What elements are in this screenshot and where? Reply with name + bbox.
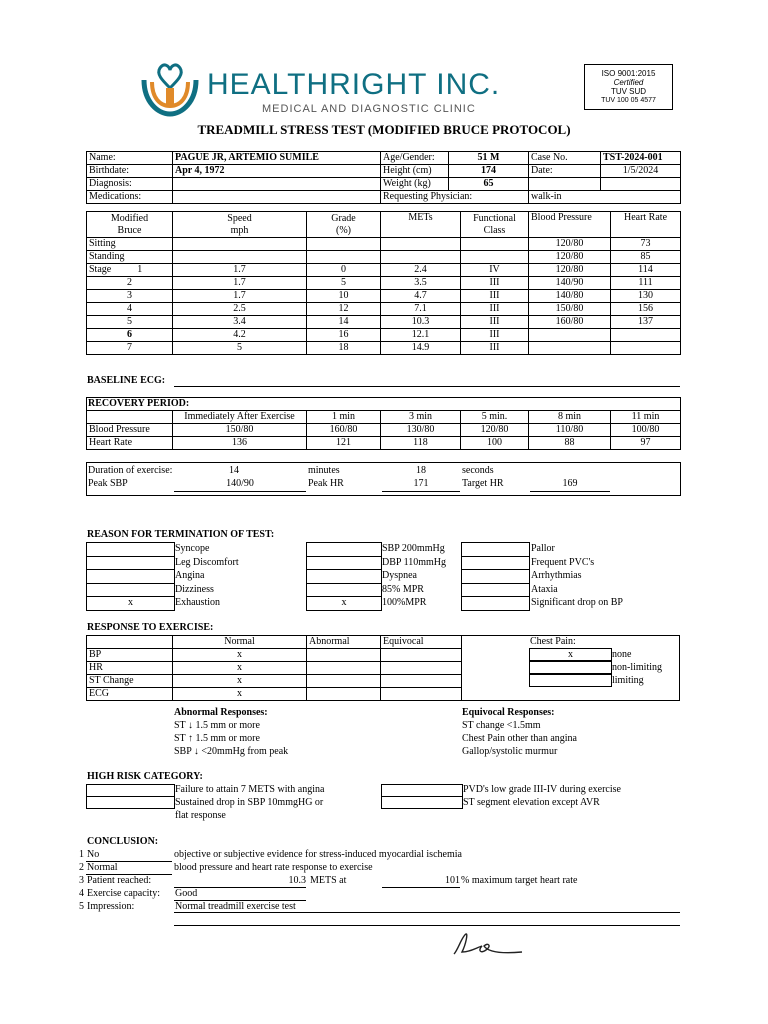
stage-grade <box>307 238 381 251</box>
stage-grade <box>307 251 381 264</box>
check-mark: x <box>568 649 573 660</box>
cert-line: Certified <box>613 78 644 87</box>
stage-fc: III <box>461 329 529 342</box>
brand-subtitle: MEDICAL AND DIAGNOSTIC CLINIC <box>262 103 476 115</box>
stage-bp: 150/80 <box>529 303 611 316</box>
conclusion-num: 4 <box>79 888 84 899</box>
mets-label: METS at <box>310 875 347 886</box>
termination-title: REASON FOR TERMINATION OF TEST: <box>87 529 275 540</box>
cell: 121 <box>307 437 381 450</box>
high-risk-check[interactable] <box>86 796 175 809</box>
stage-hr: 114 <box>611 264 681 277</box>
stage-number: 1 <box>137 264 143 275</box>
response-header: Abnormal <box>307 636 381 649</box>
col-header: METs <box>381 212 461 238</box>
table-row <box>87 251 681 264</box>
col-header: Grade (%) <box>307 212 381 238</box>
cell: 160/80 <box>307 424 381 437</box>
stage-mets <box>381 251 461 264</box>
stage-name: Standing <box>89 251 125 262</box>
conclusion-value: Normal <box>87 862 118 873</box>
stage-bp: 160/80 <box>529 316 611 329</box>
heart-hands-icon <box>138 58 202 118</box>
underline <box>382 887 460 888</box>
physician-signature <box>448 930 528 960</box>
recovery-table <box>86 410 681 450</box>
equivocal-title: Equivocal Responses: <box>462 707 555 718</box>
table-row <box>87 290 681 303</box>
test-date: 1/5/2024 <box>601 165 681 178</box>
stage-fc: III <box>461 290 529 303</box>
response-label: ECG <box>87 688 173 701</box>
physician-label: Requesting Physician: <box>381 191 529 204</box>
minutes-label: minutes <box>308 465 340 476</box>
stage-number: 2 <box>127 277 132 288</box>
stage-fc <box>461 251 529 264</box>
abnormal-item: SBP ↓ <20mmHg from peak <box>174 746 289 757</box>
stage-mets: 12.1 <box>381 329 461 342</box>
recovery-header: 8 min <box>529 411 611 424</box>
normal-mark[interactable]: x <box>173 675 307 688</box>
conclusion-label: Exercise capacity: <box>87 888 161 899</box>
stage-number: 7 <box>127 342 132 353</box>
weight-label: Weight (kg) <box>381 178 449 191</box>
cell: 118 <box>381 437 461 450</box>
abnormal-title: Abnormal Responses: <box>174 707 268 718</box>
cert-line: ISO 9001:2015 <box>601 69 656 78</box>
normal-mark[interactable]: x <box>173 688 307 701</box>
impression-value: Normal treadmill exercise test <box>175 901 296 912</box>
duration-label: Duration of exercise: <box>88 465 173 476</box>
stage-mets: 4.7 <box>381 290 461 303</box>
stage-mets: 7.1 <box>381 303 461 316</box>
stage-label <box>87 251 173 264</box>
termination-checkbox[interactable] <box>461 569 530 584</box>
cell: 150/80 <box>173 424 307 437</box>
underline <box>174 912 680 913</box>
col-header: Blood Pressure <box>529 212 611 238</box>
equivocal-item: Gallop/systolic murmur <box>462 746 558 757</box>
stage-speed: 1.7 <box>173 264 307 277</box>
stage-hr: 156 <box>611 303 681 316</box>
cell: 100/80 <box>611 424 681 437</box>
termination-checkbox[interactable] <box>86 556 175 571</box>
row-label: Blood Pressure <box>87 424 173 437</box>
stage-label <box>87 329 173 342</box>
birthdate: Apr 4, 1972 <box>173 165 381 178</box>
col-header: Functional Class <box>461 212 529 238</box>
termination-checkbox[interactable] <box>86 583 175 598</box>
conclusion-num: 2 <box>79 862 84 873</box>
conclusion-num: 5 <box>79 901 84 912</box>
col-header: Speed mph <box>173 212 307 238</box>
conclusion-title: CONCLUSION: <box>87 836 159 847</box>
cell: 130/80 <box>381 424 461 437</box>
termination-checkbox[interactable] <box>306 596 382 611</box>
col-header: Heart Rate <box>611 212 681 238</box>
baseline-ecg-label: BASELINE ECG: <box>87 375 166 386</box>
patient-age: 51 M <box>449 152 529 165</box>
stage-bp: 120/80 <box>529 238 611 251</box>
logo-mark <box>138 58 202 118</box>
stage-speed: 4.2 <box>173 329 307 342</box>
termination-reason: Pallor <box>531 543 555 554</box>
high-risk-item: flat response <box>175 810 226 821</box>
cell: 120/80 <box>461 424 529 437</box>
termination-reason: 100%MPR <box>382 597 427 609</box>
recovery-header: 3 min <box>381 411 461 424</box>
stage-label <box>87 290 173 303</box>
stage-grade: 5 <box>307 277 381 290</box>
conclusion-num: 3 <box>79 875 84 886</box>
exercise-capacity: Good <box>175 888 198 899</box>
col-header: Modified Bruce <box>87 212 173 238</box>
chest-pain-label: Chest Pain: <box>530 636 576 647</box>
page-title: TREADMILL STRESS TEST (MODIFIED BRUCE PROTOCOL) <box>197 122 571 137</box>
table-row <box>87 342 681 355</box>
conclusion-num: 1 <box>79 849 84 860</box>
termination-reason: Angina <box>175 570 205 582</box>
stage-speed: 1.7 <box>173 277 307 290</box>
stage-name: Stage <box>89 264 112 275</box>
equivocal-item: Chest Pain other than angina <box>462 733 577 744</box>
stage-bp <box>529 329 611 342</box>
table-row <box>87 316 681 329</box>
cell: 100 <box>461 437 529 450</box>
conclusion-text: blood pressure and heart rate response to exercise <box>174 862 373 873</box>
peak-sbp-label: Peak SBP <box>88 478 128 489</box>
stage-hr: 137 <box>611 316 681 329</box>
check-mark: x <box>128 597 133 609</box>
stage-grade: 14 <box>307 316 381 329</box>
cell: 136 <box>173 437 307 450</box>
abnormal-mark[interactable] <box>307 688 381 701</box>
stage-label <box>87 342 173 355</box>
termination-reason: Arrhythmias <box>531 570 582 582</box>
recovery-header: Immediately After Exercise <box>173 411 307 424</box>
stage-hr: 73 <box>611 238 681 251</box>
table-row <box>87 437 681 450</box>
table-row <box>87 264 681 277</box>
conclusion-text: objective or subjective evidence for stress-induced myocardial ischemia <box>174 849 462 860</box>
response-label: BP <box>87 649 173 662</box>
abnormal-item: ST ↓ 1.5 mm or more <box>174 720 260 731</box>
termination-reason: Ataxia <box>531 583 558 595</box>
underline <box>382 491 460 492</box>
weight-value: 65 <box>449 178 529 191</box>
stage-speed: 3.4 <box>173 316 307 329</box>
signature-icon <box>448 930 528 960</box>
cert-line: TUV 100 05 4577 <box>601 97 656 104</box>
abnormal-item: ST ↑ 1.5 mm or more <box>174 733 260 744</box>
termination-reason: SBP 200mmHg <box>382 543 445 554</box>
recovery-title: RECOVERY PERIOD: <box>88 398 190 409</box>
table-row <box>87 688 462 701</box>
table-row <box>87 424 681 437</box>
duration-seconds: 18 <box>416 465 426 476</box>
chest-pain-checkbox[interactable] <box>529 661 612 674</box>
termination-checkbox[interactable] <box>306 569 382 584</box>
stage-speed <box>173 251 307 264</box>
duration-minutes: 14 <box>229 465 239 476</box>
termination-checkbox[interactable] <box>306 583 382 598</box>
target-hr-label: Target HR <box>462 478 504 489</box>
termination-reason: Dyspnea <box>382 570 417 582</box>
stage-label <box>87 316 173 329</box>
abnormal-mark[interactable] <box>307 649 381 662</box>
stage-number: 4 <box>127 303 132 314</box>
baseline-ecg-line <box>174 386 680 387</box>
medications-label: Medications: <box>87 191 173 204</box>
termination-checkbox[interactable] <box>306 542 382 557</box>
table-row <box>87 238 681 251</box>
stage-fc: III <box>461 316 529 329</box>
birth-label: Birthdate: <box>87 165 173 178</box>
stage-label <box>87 303 173 316</box>
termination-reason: Dizziness <box>175 583 214 595</box>
stage-mets: 2.4 <box>381 264 461 277</box>
termination-checkbox[interactable] <box>86 596 175 611</box>
stage-hr: 85 <box>611 251 681 264</box>
target-hr-value: 169 <box>562 478 578 489</box>
termination-reason: DBP 110mmHg <box>382 556 446 568</box>
height-label: Height (cm) <box>381 165 449 178</box>
table-row <box>87 649 462 662</box>
termination-reason: Frequent PVC's <box>531 556 595 568</box>
case-label: Case No. <box>529 152 601 165</box>
stage-number: 6 <box>127 329 132 340</box>
table-row <box>87 303 681 316</box>
mets-reached: 10.3 <box>288 875 306 886</box>
recovery-header: 11 min <box>611 411 681 424</box>
conclusion-value: No <box>87 849 100 860</box>
cell: 97 <box>611 437 681 450</box>
abnormal-mark[interactable] <box>307 662 381 675</box>
equivocal-mark[interactable] <box>381 649 462 662</box>
stage-bp: 140/80 <box>529 290 611 303</box>
table-row <box>87 662 462 675</box>
equivocal-mark[interactable] <box>381 675 462 688</box>
response-table <box>86 635 462 701</box>
check-mark: x <box>341 597 347 609</box>
response-label: ST Change <box>87 675 173 688</box>
stage-hr <box>611 342 681 355</box>
normal-mark[interactable]: x <box>173 649 307 662</box>
termination-checkbox[interactable] <box>461 583 530 598</box>
chest-pain-option: none <box>612 649 632 660</box>
name-label: Name: <box>87 152 173 165</box>
underline <box>530 491 610 492</box>
high-risk-item: Sustained drop in SBP 10mmgHG or <box>175 797 324 808</box>
stage-speed: 1.7 <box>173 290 307 303</box>
conclusion-label: Patient reached: <box>87 875 152 886</box>
termination-checkbox[interactable] <box>86 569 175 584</box>
equivocal-mark[interactable] <box>381 688 462 701</box>
stage-speed <box>173 238 307 251</box>
stage-fc: III <box>461 277 529 290</box>
stage-label <box>87 264 173 277</box>
termination-checkbox[interactable] <box>306 556 382 571</box>
stage-bp: 120/80 <box>529 264 611 277</box>
response-title: RESPONSE TO EXERCISE: <box>87 622 214 633</box>
row-label: Heart Rate <box>87 437 173 450</box>
equivocal-item: ST change <1.5mm <box>462 720 541 731</box>
height-value: 174 <box>449 165 529 178</box>
stage-grade: 16 <box>307 329 381 342</box>
chest-pain-checkbox[interactable] <box>529 674 612 687</box>
stage-mets <box>381 238 461 251</box>
high-risk-title: HIGH RISK CATEGORY: <box>87 771 203 782</box>
response-header: Normal <box>173 636 307 649</box>
patient-info-table <box>86 151 681 204</box>
termination-reason: Leg Discomfort <box>175 556 239 568</box>
diagnosis-label: Diagnosis: <box>87 178 173 191</box>
stage-fc: III <box>461 342 529 355</box>
stage-name: Sitting <box>89 238 116 249</box>
table-row <box>87 277 681 290</box>
stage-bp: 120/80 <box>529 251 611 264</box>
table-row <box>87 329 681 342</box>
stage-fc: IV <box>461 264 529 277</box>
stage-bp <box>529 342 611 355</box>
peak-hr-label: Peak HR <box>308 478 344 489</box>
brand-name: HEALTHRIGHT INC. <box>207 68 501 101</box>
termination-checkbox[interactable] <box>461 556 530 571</box>
stage-number: 5 <box>127 316 132 327</box>
response-label: HR <box>87 662 173 675</box>
chest-pain-option: non-limiting <box>612 662 662 673</box>
peak-sbp-value: 140/90 <box>226 478 254 489</box>
stage-speed: 2.5 <box>173 303 307 316</box>
table-row <box>87 675 462 688</box>
certification-stamp <box>584 64 673 110</box>
underline <box>174 925 680 926</box>
stage-mets: 14.9 <box>381 342 461 355</box>
normal-mark[interactable]: x <box>173 662 307 675</box>
high-risk-item: Failure to attain 7 METS with angina <box>175 784 325 795</box>
termination-reason: Exhaustion <box>175 597 220 609</box>
conclusion-label: Impression: <box>87 901 135 912</box>
stage-number: 3 <box>127 290 132 301</box>
chest-pain-checkbox[interactable] <box>529 648 612 661</box>
underline <box>174 491 306 492</box>
abnormal-mark[interactable] <box>307 675 381 688</box>
termination-reason: Significant drop on BP <box>531 597 623 609</box>
age-label: Age/Gender: <box>381 152 449 165</box>
stages-table <box>86 211 681 355</box>
stage-grade: 0 <box>307 264 381 277</box>
patient-name: PAGUE JR, ARTEMIO SUMILE <box>173 152 381 165</box>
stage-grade: 12 <box>307 303 381 316</box>
seconds-label: seconds <box>462 465 494 476</box>
percent-label: % maximum target heart rate <box>461 875 578 886</box>
stage-hr: 130 <box>611 290 681 303</box>
termination-reason: 85% MPR <box>382 583 424 595</box>
termination-reason: Syncope <box>175 543 210 554</box>
stage-speed: 5 <box>173 342 307 355</box>
termination-checkbox[interactable] <box>461 596 530 611</box>
stage-mets: 3.5 <box>381 277 461 290</box>
chest-pain-option: limiting <box>612 675 644 686</box>
recovery-header: 1 min <box>307 411 381 424</box>
stage-label <box>87 238 173 251</box>
high-risk-item: PVD's low grade III-IV during exercise <box>463 784 621 795</box>
response-header: Equivocal <box>381 636 462 649</box>
recovery-header: 5 min. <box>461 411 529 424</box>
stage-mets: 10.3 <box>381 316 461 329</box>
stage-bp: 140/90 <box>529 277 611 290</box>
stage-label <box>87 277 173 290</box>
date-label: Date: <box>529 165 601 178</box>
cell: 110/80 <box>529 424 611 437</box>
stage-grade: 10 <box>307 290 381 303</box>
case-number: TST-2024-001 <box>601 152 681 165</box>
stage-fc: III <box>461 303 529 316</box>
stage-fc <box>461 238 529 251</box>
cell: 88 <box>529 437 611 450</box>
peak-hr-value: 171 <box>413 478 429 489</box>
high-risk-item: ST segment elevation except AVR <box>463 797 600 808</box>
termination-checkbox[interactable] <box>86 542 175 557</box>
termination-checkbox[interactable] <box>461 542 530 557</box>
high-risk-check[interactable] <box>381 796 463 809</box>
stage-hr: 111 <box>611 277 681 290</box>
percent-reached: 101 <box>445 875 460 886</box>
stage-hr <box>611 329 681 342</box>
equivocal-mark[interactable] <box>381 662 462 675</box>
physician-value: walk-in <box>529 191 681 204</box>
cert-line: TUV SUD <box>610 87 647 96</box>
stage-grade: 18 <box>307 342 381 355</box>
